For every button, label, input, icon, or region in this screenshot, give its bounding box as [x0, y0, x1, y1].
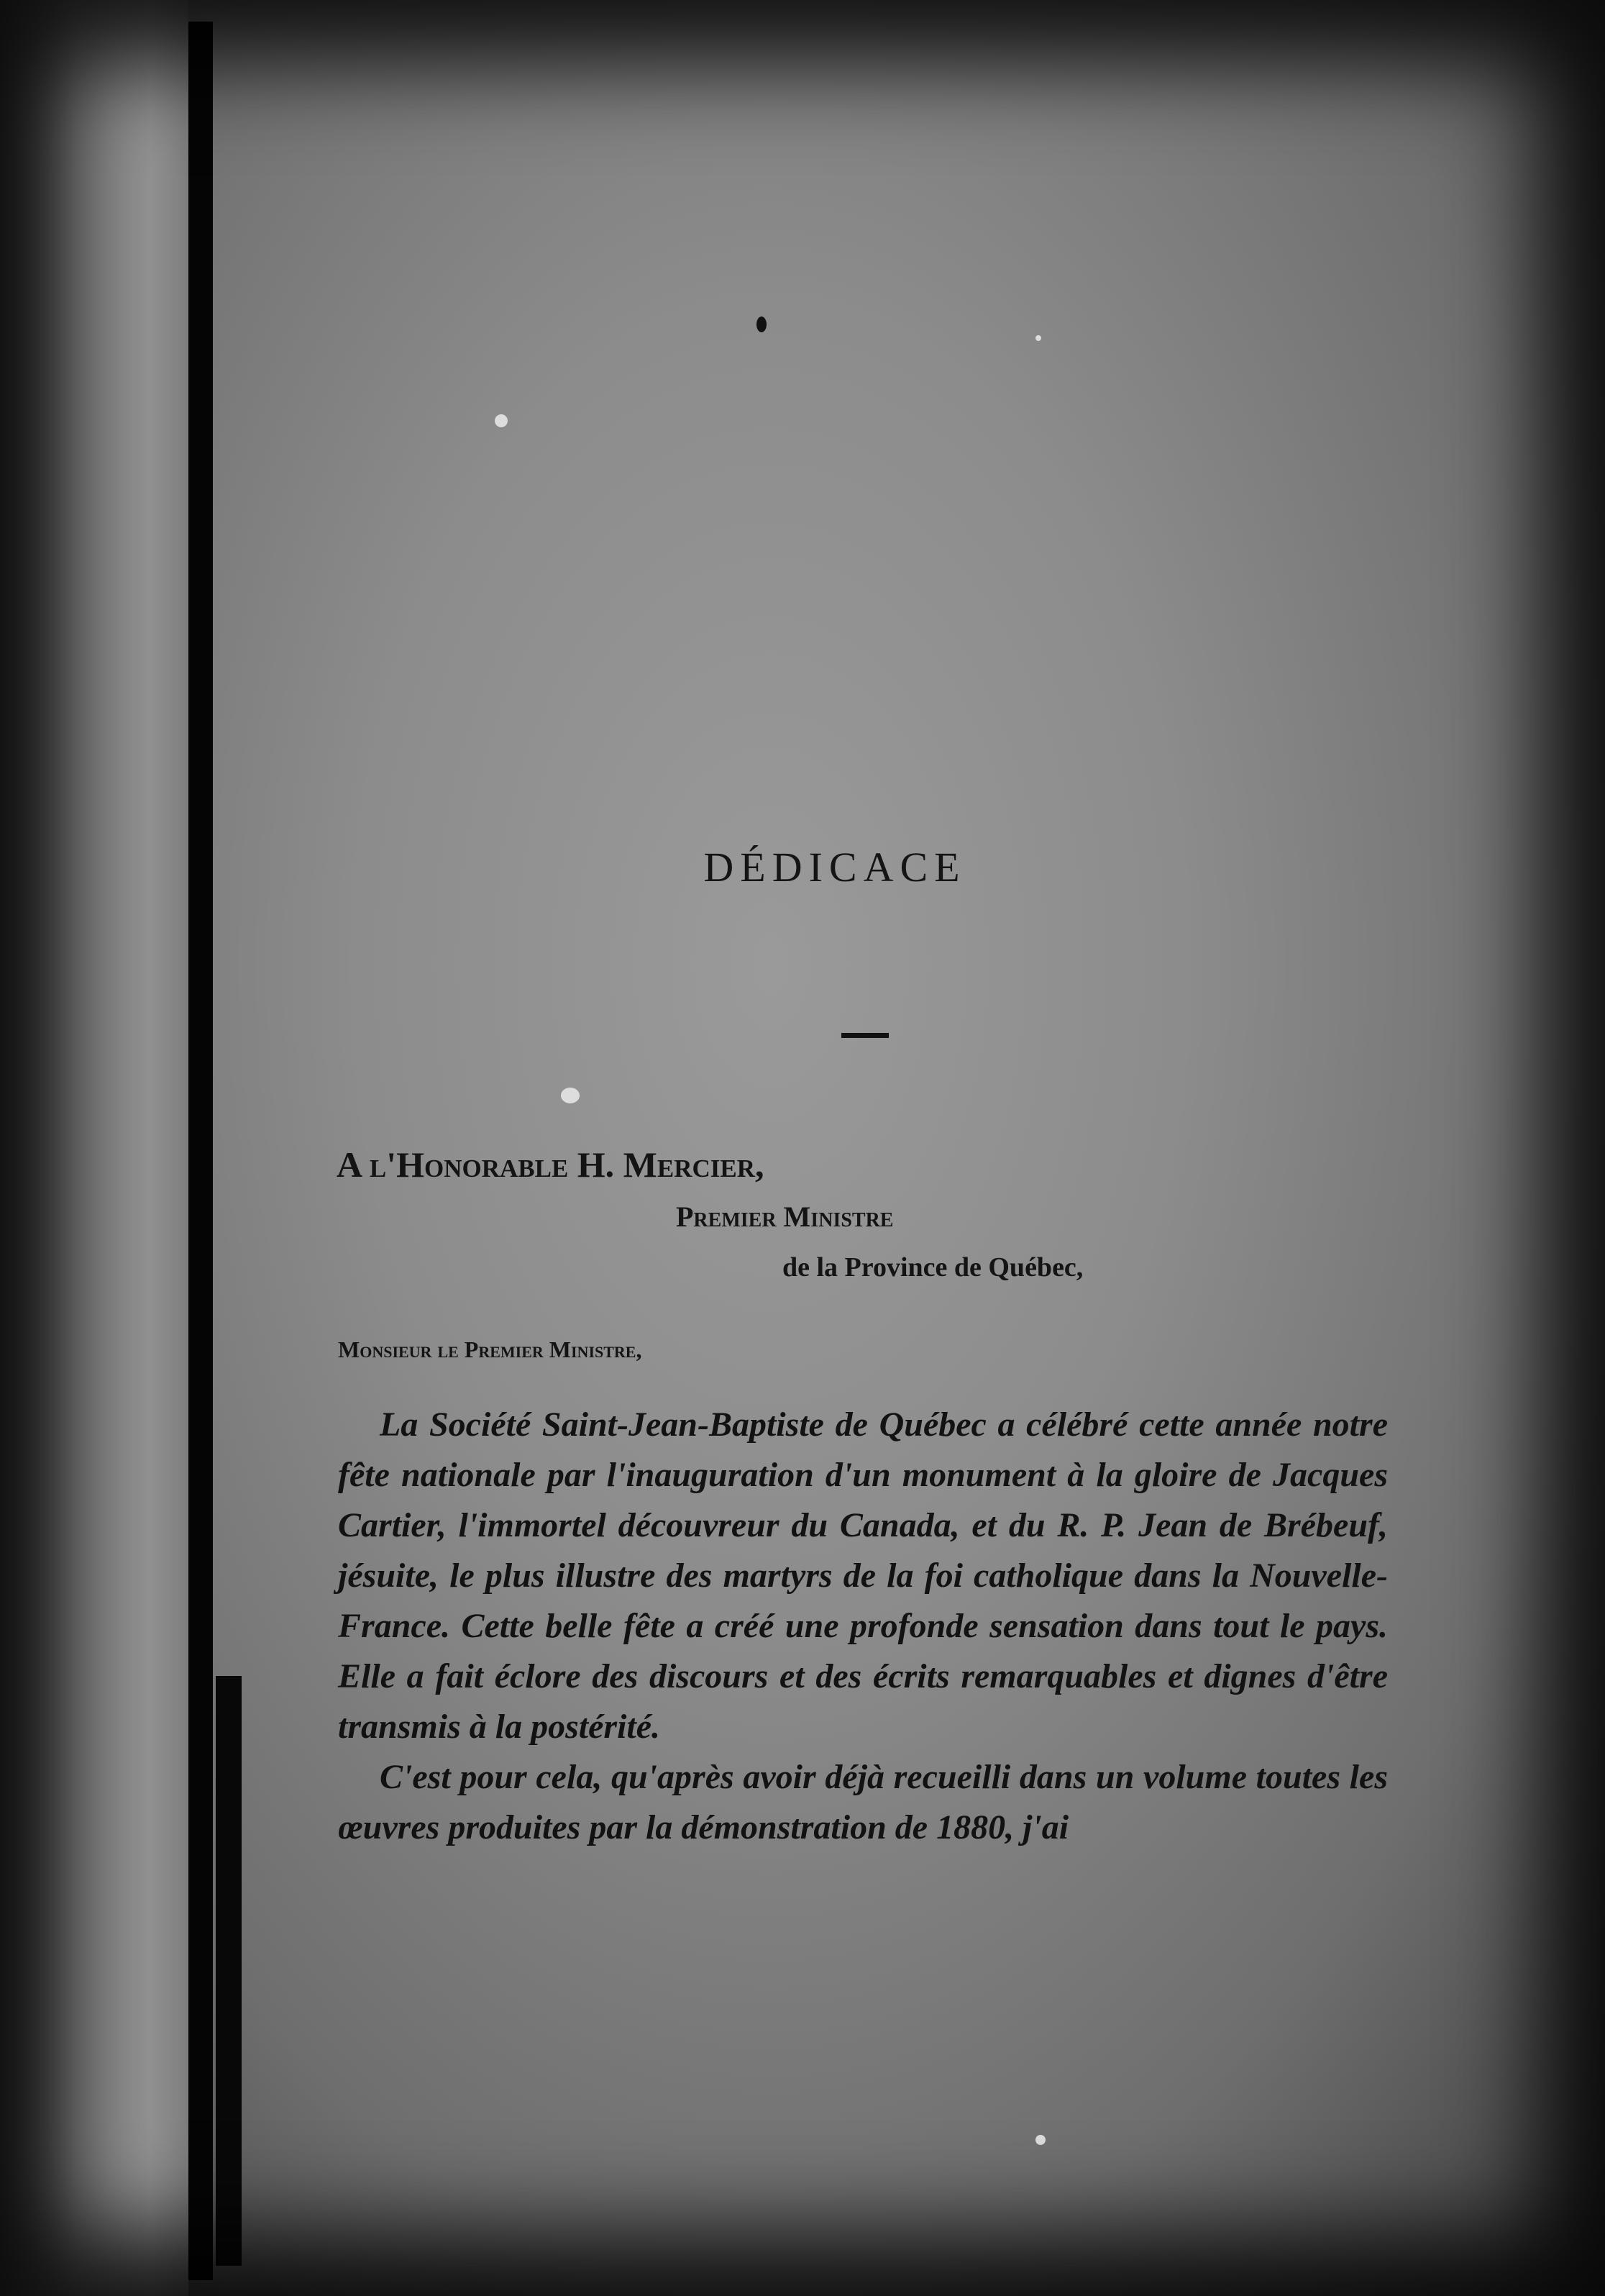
- binding-shadow-lower: [216, 1676, 242, 2266]
- addressee-line: A l'Honorable H. Mercier,: [337, 1144, 764, 1185]
- salutation: Monsieur le Premier Ministre,: [338, 1336, 642, 1362]
- ink-speck: [756, 316, 767, 332]
- dust-speck: [1035, 2135, 1046, 2145]
- dust-speck: [561, 1088, 580, 1103]
- dust-speck: [1035, 335, 1041, 341]
- paragraph: C'est pour cela, qu'après avoir déjà recueilli dans un volume toutes les œuvres produites par la démonstration de 1880, j'ai: [338, 1758, 1388, 1846]
- dedication-body: [338, 1400, 1388, 1853]
- dust-speck: [495, 414, 508, 427]
- addressee-province: de la Province de Québec,: [782, 1252, 1084, 1283]
- addressee-title: Premier Ministre: [676, 1201, 894, 1233]
- page-title: DÉDICACE: [703, 844, 966, 890]
- paragraph: La Société Saint-Jean-Baptiste de Québec a célébré cette année notre fête nationale par l'inauguration d'un monument à la gloire de Jacques Cartier, l'immortel découvreur du Canada, et du R. P. Jean de Brébeuf, jésuite, le plus illustre des martyrs de la foi catholique dans la Nouvelle-France. Cette belle fête a créé une profonde sensation dans tout le pays. Elle a fait éclore des discours et des écrits remarquables et dignes d'être transmis à la postérité.: [338, 1406, 1388, 1746]
- page-margin-strip: [0, 0, 188, 2296]
- binding-shadow: [188, 22, 213, 2280]
- title-separator: [841, 1033, 889, 1038]
